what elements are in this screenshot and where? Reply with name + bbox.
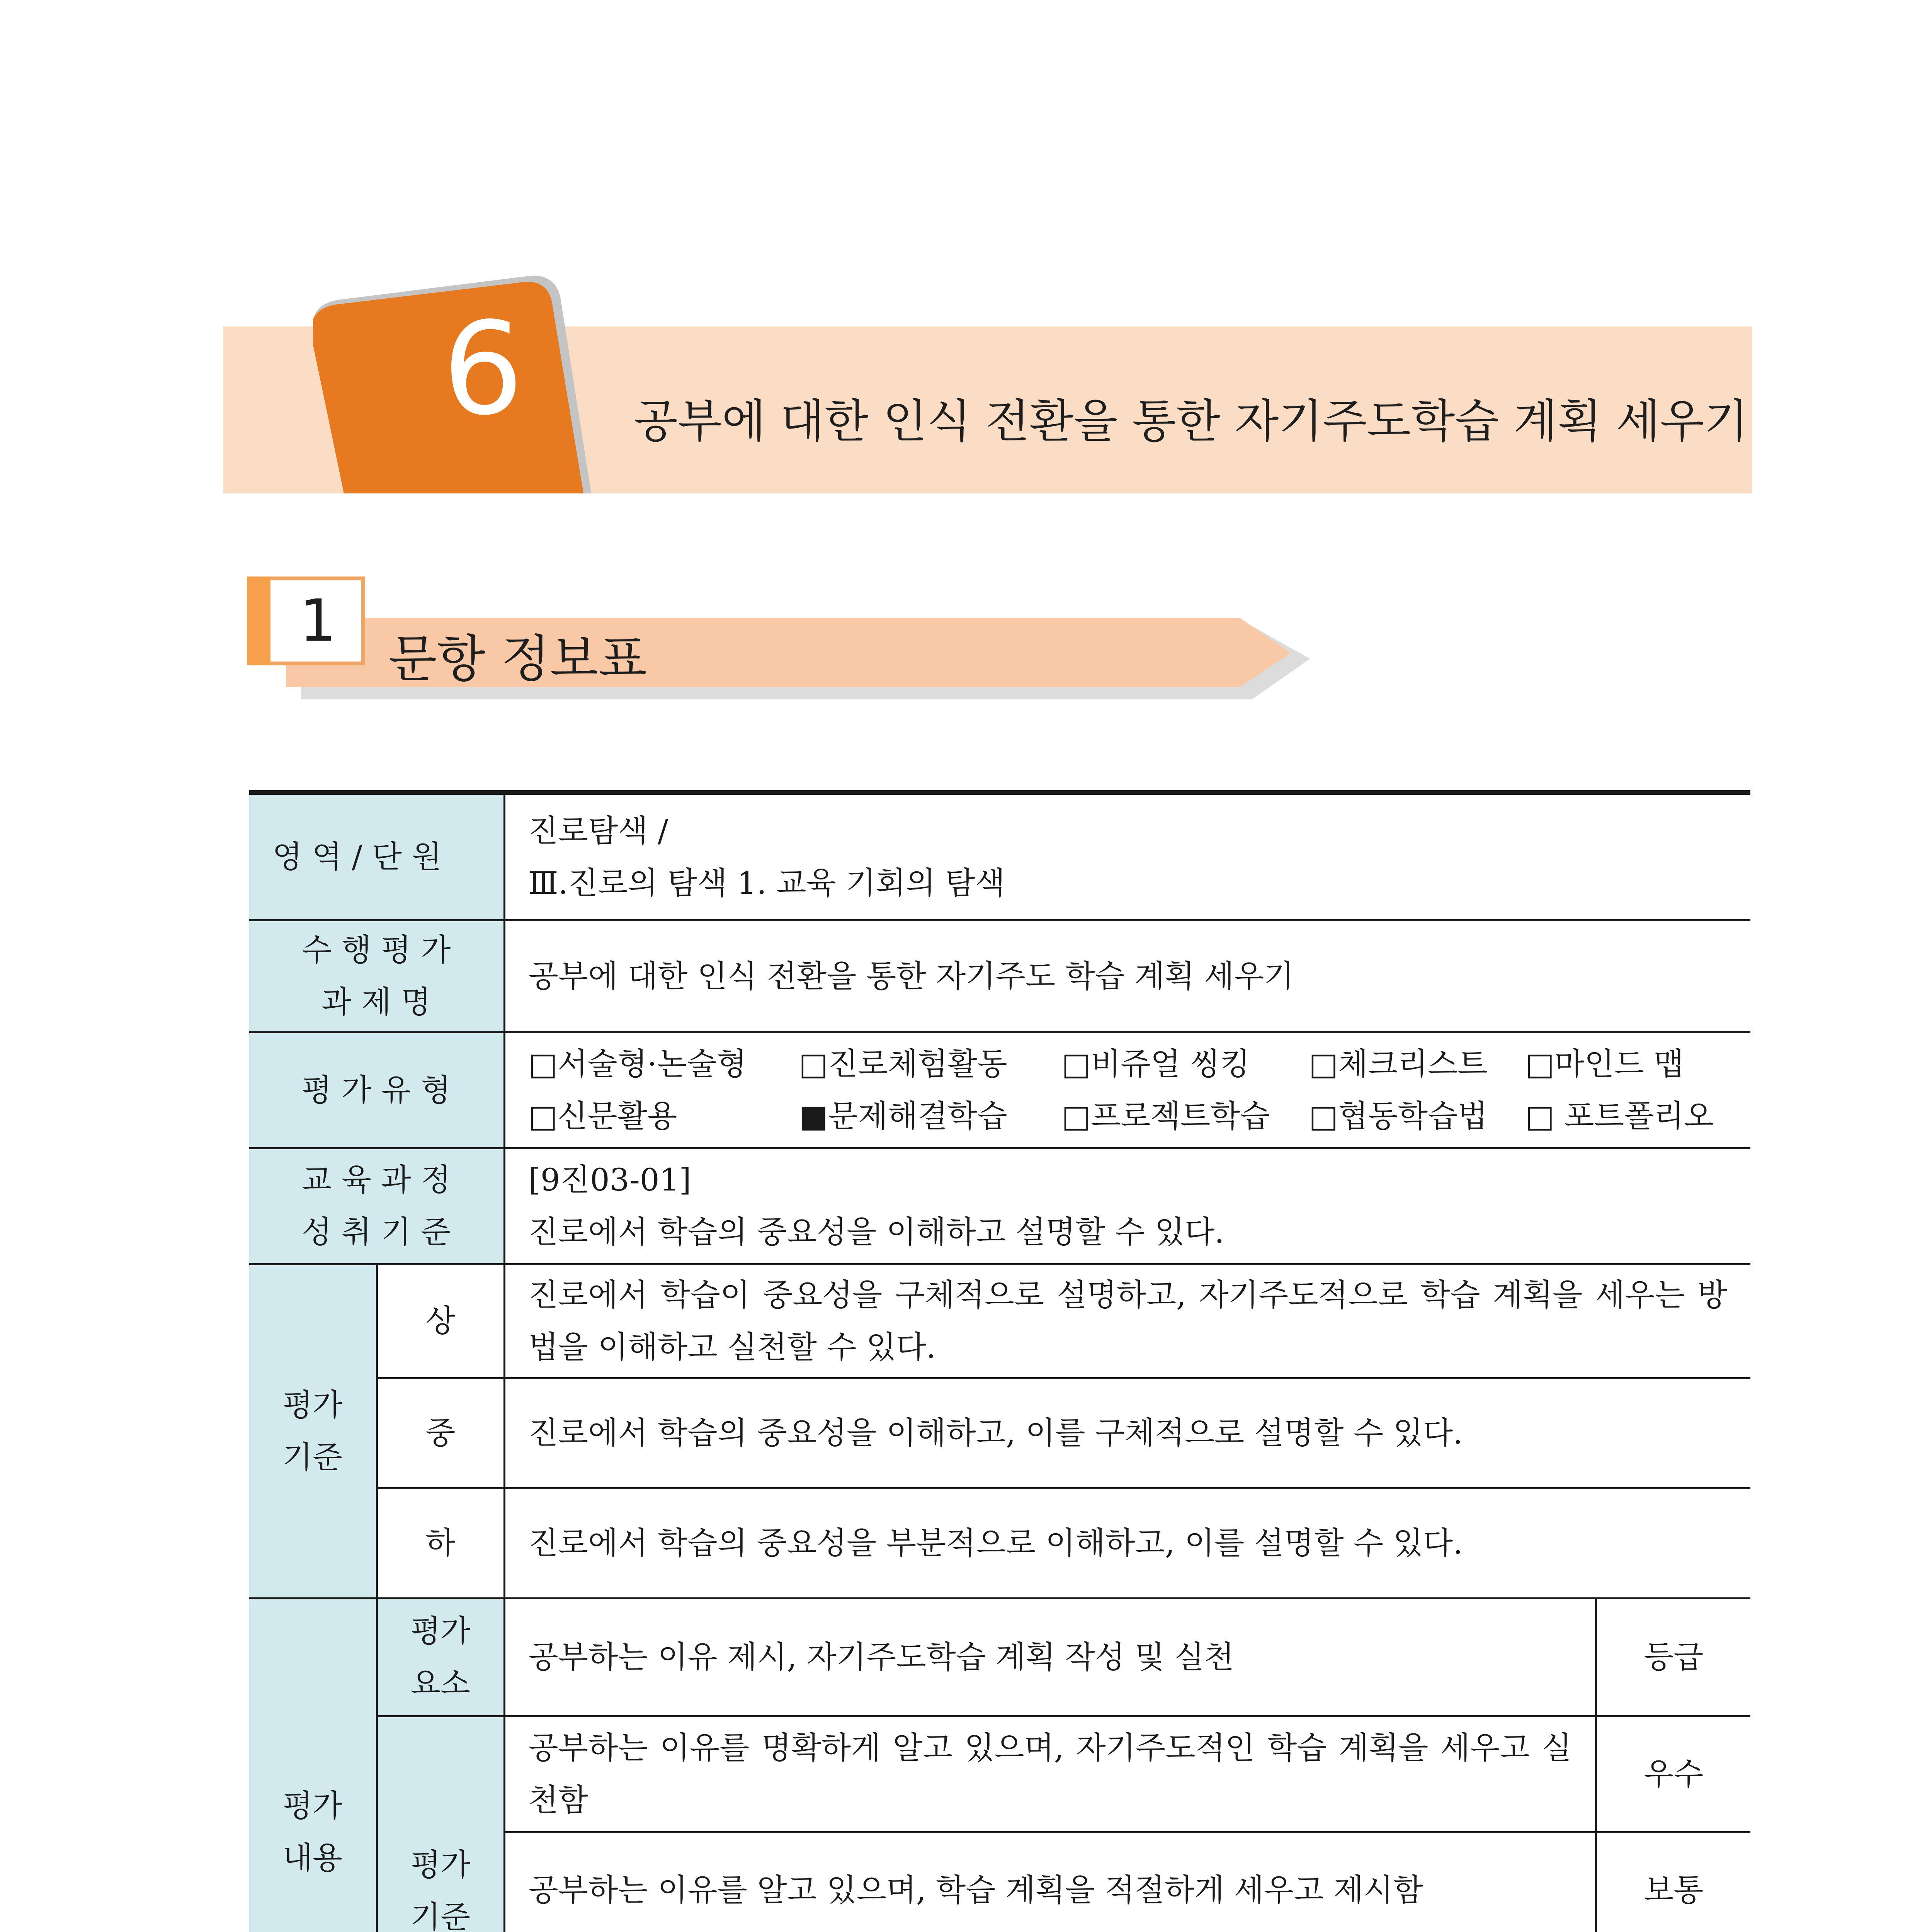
table-row-criteria-low (249, 1488, 1750, 1598)
criteria-level: 중 (377, 1378, 504, 1488)
label-task-line1: 수 행 평 가 (302, 932, 451, 968)
label-content-criteria-line2: 기준 (410, 1899, 471, 1932)
value-type (504, 1032, 1750, 1148)
section-number: 1 (299, 587, 337, 655)
area-line1: 진로탐색 / (528, 813, 668, 849)
chapter-title: 공부에 대한 인식 전환을 통한 자기주도학습 계획 세우기 (634, 395, 1748, 448)
table-row-content-element (249, 1598, 1750, 1716)
value-curriculum (504, 1148, 1750, 1264)
content-criteria-text: 공부하는 이유를 알고 있으며, 학습 계획을 적절하게 세우고 제시함 (504, 1832, 1596, 1932)
label-content-line1: 평가 (282, 1788, 343, 1824)
type-option: □프로젝트학습 (1061, 1098, 1270, 1134)
label-curriculum (249, 1148, 504, 1264)
label-element-line2: 요소 (410, 1665, 471, 1701)
label-element-line1: 평가 (410, 1613, 471, 1649)
criteria-level: 하 (377, 1488, 504, 1598)
criteria-level: 상 (377, 1264, 504, 1378)
table-row-area (249, 793, 1750, 920)
label-content (249, 1598, 377, 1932)
type-option: □체크리스트 (1309, 1046, 1488, 1082)
label-element (377, 1598, 504, 1716)
label-content-line2: 내용 (282, 1840, 343, 1876)
content-grade: 우수 (1596, 1716, 1750, 1832)
label-curriculum-line2: 성 취 기 준 (302, 1214, 451, 1250)
table-row-type (249, 1032, 1750, 1148)
label-criteria (249, 1264, 377, 1598)
section-title: 문항 정보표 (388, 629, 647, 688)
type-options (529, 1038, 1728, 1142)
label-criteria-line2: 기준 (282, 1439, 343, 1475)
table-row-criteria-high (249, 1264, 1750, 1378)
value-area (504, 793, 1750, 920)
type-option: ■문제해결학습 (799, 1098, 1007, 1134)
type-option: □ 포트폴리오 (1525, 1098, 1714, 1134)
content-grade: 보통 (1596, 1832, 1750, 1932)
table-row-criteria-mid (249, 1378, 1750, 1488)
value-task: 공부에 대한 인식 전환을 통한 자기주도 학습 계획 세우기 (504, 920, 1750, 1032)
type-option: □진로체험활동 (799, 1046, 1007, 1082)
criteria-text: 진로에서 학습이 중요성을 구체적으로 설명하고, 자기주도적으로 학습 계획을 세우는 방법을 이해하고 실천할 수 있다. (504, 1264, 1750, 1378)
label-curriculum-line1: 교 육 과 정 (302, 1162, 451, 1198)
label-area (249, 793, 504, 920)
section-number-accent (247, 577, 270, 665)
type-option: □협동학습법 (1309, 1098, 1488, 1134)
label-task (249, 920, 504, 1032)
type-option: □서술형·논술형 (528, 1046, 747, 1082)
type-option: □비쥬얼 씽킹 (1061, 1046, 1250, 1082)
label-type: 평 가 유 형 (249, 1032, 504, 1148)
curriculum-text: 진로에서 학습의 중요성을 이해하고 설명할 수 있다. (528, 1214, 1225, 1250)
label-area-text: 영 역 / 단 원 (272, 839, 442, 875)
criteria-text: 진로에서 학습의 중요성을 부분적으로 이해하고, 이를 설명할 수 있다. (504, 1488, 1750, 1598)
area-line2: Ⅲ.진로의 탐색 1. 교육 기회의 탐색 (528, 865, 1005, 901)
item-info-table (249, 790, 1750, 1932)
type-option: □신문활용 (528, 1098, 677, 1134)
grade-header: 등급 (1596, 1598, 1750, 1716)
content-criteria-text: 공부하는 이유를 명확하게 알고 있으며, 자기주도적인 학습 계획을 세우고 실천함 (504, 1716, 1596, 1832)
label-task-line2: 과 제 명 (321, 984, 431, 1020)
curriculum-code: [9진03-01] (528, 1162, 691, 1198)
label-content-criteria (377, 1716, 504, 1932)
type-option: □마인드 맵 (1525, 1046, 1684, 1082)
element-text: 공부하는 이유 제시, 자기주도학습 계획 작성 및 실천 (504, 1598, 1596, 1716)
chapter-number: 6 (442, 295, 524, 443)
table-row-task (249, 920, 1750, 1032)
label-criteria-line1: 평가 (282, 1387, 343, 1423)
table-row-curriculum (249, 1148, 1750, 1264)
table-row-content-excellent (249, 1716, 1750, 1832)
criteria-text: 진로에서 학습의 중요성을 이해하고, 이를 구체적으로 설명할 수 있다. (504, 1378, 1750, 1488)
label-content-criteria-line1: 평가 (410, 1847, 471, 1883)
